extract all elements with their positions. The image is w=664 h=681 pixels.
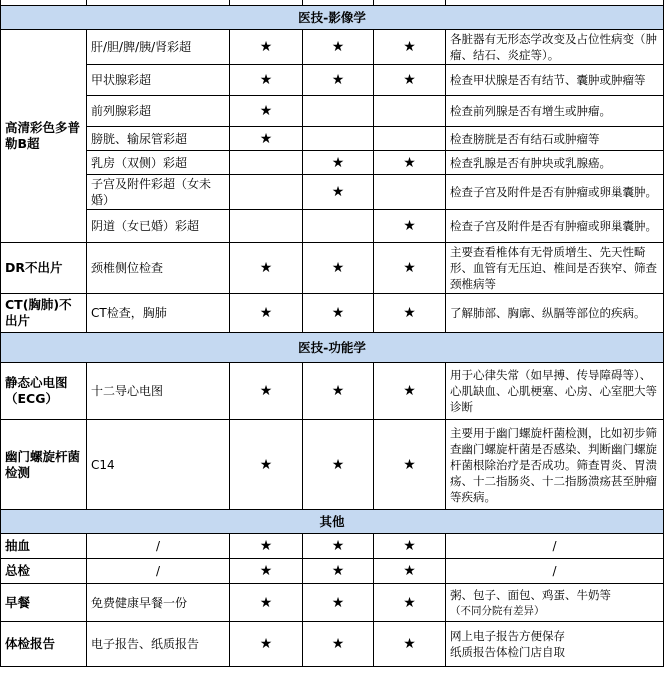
- empty-cell: [230, 151, 303, 175]
- item-description: 检查前列腺是否有增生或肿瘤。: [446, 96, 664, 127]
- table-row: [1, 151, 664, 175]
- star-mark: ★: [374, 30, 446, 65]
- empty-cell: [303, 96, 374, 127]
- star-mark: ★: [303, 65, 374, 96]
- table-row: [1, 30, 664, 65]
- item-description: 检查子宫及附件是否有肿瘤或卵巢囊肿。: [446, 210, 664, 243]
- item-name: 颈椎侧位检查: [87, 243, 230, 294]
- category-label: 总检: [1, 559, 87, 584]
- slash-mark: /: [446, 534, 664, 559]
- star-mark: ★: [230, 622, 303, 667]
- star-mark: ★: [303, 559, 374, 584]
- section-header-imaging: [1, 6, 664, 30]
- item-name: CT检查，胸肺: [87, 294, 230, 333]
- item-name: 阴道（女已婚）彩超: [87, 210, 230, 243]
- description-line: 粥、包子、面包、鸡蛋、牛奶等: [450, 587, 611, 602]
- category-label: CT(胸肺)不出片: [1, 294, 87, 333]
- star-mark: ★: [374, 210, 446, 243]
- item-name: 子宫及附件彩超（女未婚）: [87, 175, 230, 210]
- star-mark: ★: [230, 96, 303, 127]
- empty-cell: [303, 127, 374, 151]
- star-mark: ★: [230, 127, 303, 151]
- table-row: [1, 210, 664, 243]
- star-mark: ★: [303, 175, 374, 210]
- star-mark: ★: [303, 363, 374, 420]
- star-mark: ★: [230, 559, 303, 584]
- table-row: [1, 584, 664, 622]
- category-label: 静态心电图（ECG）: [1, 363, 87, 420]
- item-description: [446, 584, 664, 622]
- section-header-other: [1, 510, 664, 534]
- star-mark: ★: [374, 622, 446, 667]
- item-name: 前列腺彩超: [87, 96, 230, 127]
- category-label: DR不出片: [1, 243, 87, 294]
- category-label: 早餐: [1, 584, 87, 622]
- star-mark: ★: [303, 243, 374, 294]
- table-row: [1, 243, 664, 294]
- item-description: 了解肺部、胸廓、纵膈等部位的疾病。: [446, 294, 664, 333]
- item-description: 检查膀胱是否有结石或肿瘤等: [446, 127, 664, 151]
- star-mark: ★: [303, 420, 374, 510]
- description-line: 网上电子报告方便保存: [450, 629, 565, 643]
- star-mark: ★: [374, 294, 446, 333]
- section-header-function: [1, 333, 664, 363]
- empty-cell: [374, 175, 446, 210]
- star-mark: ★: [374, 151, 446, 175]
- table-row: [1, 534, 664, 559]
- item-description: 主要用于幽门螺旋杆菌检测，比如初步筛查幽门螺旋杆菌是否感染、判断幽门螺旋杆菌根除治疗是否成功。筛查胃炎、胃溃疡、十二指肠炎、十二指肠溃疡甚至肿瘤等疾病。: [446, 420, 664, 510]
- empty-cell: [303, 210, 374, 243]
- star-mark: ★: [230, 534, 303, 559]
- category-label: 高清彩色多普勒B超: [1, 30, 87, 243]
- table-row: [1, 420, 664, 510]
- item-description: 检查乳腺是否有肿块或乳腺癌。: [446, 151, 664, 175]
- description-note: （不同分院有差异）: [450, 604, 545, 617]
- item-name: 免费健康早餐一份: [87, 584, 230, 622]
- section-title: 其他: [1, 510, 664, 534]
- item-description: 检查子宫及附件是否有肿瘤或卵巢囊肿。: [446, 175, 664, 210]
- table-row: [1, 294, 664, 333]
- item-name: 肝/胆/脾/胰/肾彩超: [87, 30, 230, 65]
- section-title: 医技-功能学: [1, 333, 664, 363]
- item-description: 用于心律失常（如早搏、传导障碍等）、心肌缺血、心肌梗塞、心房、心室肥大等诊断: [446, 363, 664, 420]
- category-label: 体检报告: [1, 622, 87, 667]
- star-mark: ★: [374, 534, 446, 559]
- empty-cell: [374, 96, 446, 127]
- empty-cell: [230, 210, 303, 243]
- item-description: 检查甲状腺是否有结节、囊肿或肿瘤等: [446, 65, 664, 96]
- table-row: [1, 622, 664, 667]
- table-row: [1, 559, 664, 584]
- item-name: C14: [87, 420, 230, 510]
- category-label: 幽门螺旋杆菌检测: [1, 420, 87, 510]
- section-title: 医技-影像学: [1, 6, 664, 30]
- description-line: 纸质报告体检门店自取: [450, 645, 565, 659]
- item-description: [446, 622, 664, 667]
- table-row: [1, 175, 664, 210]
- category-label: 抽血: [1, 534, 87, 559]
- star-mark: ★: [303, 30, 374, 65]
- star-mark: ★: [230, 243, 303, 294]
- item-name: 十二导心电图: [87, 363, 230, 420]
- item-name: 甲状腺彩超: [87, 65, 230, 96]
- star-mark: ★: [230, 294, 303, 333]
- star-mark: ★: [374, 243, 446, 294]
- table-row: [1, 65, 664, 96]
- star-mark: ★: [303, 151, 374, 175]
- star-mark: ★: [374, 420, 446, 510]
- star-mark: ★: [303, 534, 374, 559]
- table-row: [1, 363, 664, 420]
- slash-mark: /: [446, 559, 664, 584]
- slash-mark: /: [87, 559, 230, 584]
- item-description: 各脏器有无形态学改变及占位性病变（肿瘤、结石、炎症等）。: [446, 30, 664, 65]
- star-mark: ★: [230, 584, 303, 622]
- star-mark: ★: [374, 363, 446, 420]
- item-name: 电子报告、纸质报告: [87, 622, 230, 667]
- table-row: [1, 127, 664, 151]
- star-mark: ★: [230, 420, 303, 510]
- star-mark: ★: [303, 294, 374, 333]
- item-description: 主要查看椎体有无骨质增生、先天性畸形、血管有无压迫、椎间是否狭窄、筛查颈椎病等: [446, 243, 664, 294]
- star-mark: ★: [303, 622, 374, 667]
- star-mark: ★: [303, 584, 374, 622]
- star-mark: ★: [374, 65, 446, 96]
- item-name: 乳房（双侧）彩超: [87, 151, 230, 175]
- star-mark: ★: [230, 363, 303, 420]
- empty-cell: [374, 127, 446, 151]
- table-row: [1, 96, 664, 127]
- star-mark: ★: [230, 65, 303, 96]
- star-mark: ★: [374, 584, 446, 622]
- star-mark: ★: [230, 30, 303, 65]
- empty-cell: [230, 175, 303, 210]
- item-name: 膀胱、输尿管彩超: [87, 127, 230, 151]
- star-mark: ★: [374, 559, 446, 584]
- slash-mark: /: [87, 534, 230, 559]
